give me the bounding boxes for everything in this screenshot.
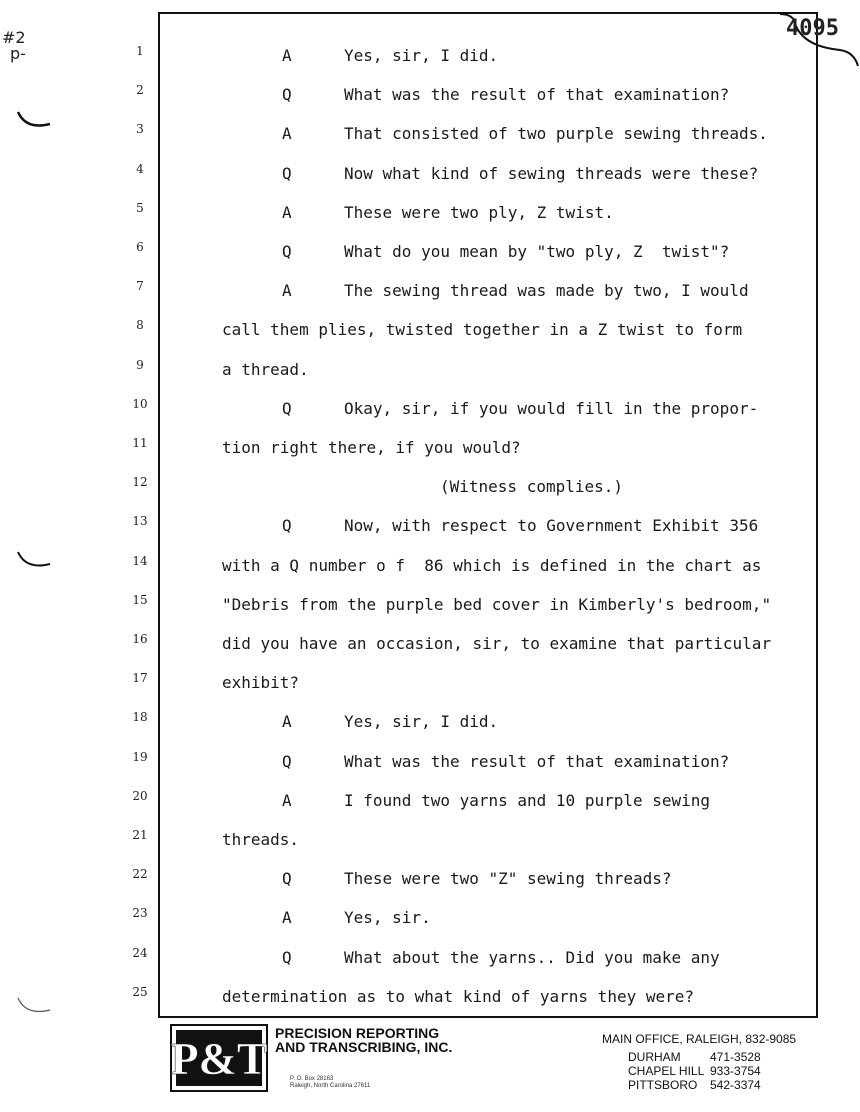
firm-name	[275, 1026, 452, 1054]
speaker-label: Q	[282, 163, 292, 183]
page-number: 4095	[786, 16, 839, 41]
line-number: 4	[136, 161, 144, 176]
line-text: call them plies, twisted together in a Z twist to form	[222, 320, 743, 340]
line-text: did you have an occasion, sir, to examine that particular	[222, 634, 772, 653]
line-number: 6	[136, 240, 144, 254]
line-text: What about the yarns.. Did you make any	[344, 947, 720, 967]
main-office: MAIN OFFICE, RALEIGH, 832-9085	[602, 1032, 797, 1046]
line-text: determination as to what kind of yarns they were?	[222, 986, 695, 1006]
line-text: Okay, sir, if you would fill in the propor-	[344, 398, 759, 418]
line-text: Yes, sir, I did.	[344, 46, 499, 65]
speaker-label: A	[282, 712, 292, 732]
firm-address-line-1: P. O. Box 28163	[290, 1076, 334, 1082]
line-number: 11	[132, 436, 148, 450]
line-number: 22	[132, 867, 148, 882]
speaker-label: A	[282, 124, 292, 144]
line-number: 20	[132, 788, 148, 803]
line-text: "Debris from the purple bed cover in Kimberly's bedroom,"	[222, 594, 772, 614]
line-number: 16	[132, 632, 148, 646]
line-number: 7	[136, 279, 144, 294]
line-text: threads.	[222, 830, 300, 849]
margin-note	[2, 30, 26, 62]
logo-letters: P&T	[170, 1033, 268, 1084]
line-text: These were two ply, Z twist.	[344, 202, 614, 222]
speaker-label: Q	[282, 85, 292, 105]
firm-name-line-2: AND TRANSCRIBING, INC.	[275, 1039, 453, 1055]
line-text: Yes, sir, I did.	[344, 712, 499, 732]
speaker-label: A	[282, 46, 292, 65]
speaker-label: A	[282, 790, 292, 810]
branch-office	[628, 1050, 761, 1064]
speaker-label: Q	[282, 242, 292, 261]
line-text: Yes, sir.	[344, 908, 431, 928]
speaker-label: A	[282, 908, 292, 928]
line-text: Now what kind of sewing threads were these?	[344, 163, 759, 183]
line-number: 21	[132, 828, 148, 842]
line-number: 15	[132, 592, 148, 607]
branch-name: CHAPEL HILL	[628, 1064, 705, 1078]
branch-phone: 542-3374	[710, 1078, 761, 1092]
line-text: The sewing thread was made by two, I would	[344, 281, 749, 301]
branch-phone: 471-3528	[710, 1050, 761, 1064]
speaker-label: Q	[282, 398, 292, 418]
speaker-label: Q	[282, 516, 292, 536]
line-text: exhibit?	[222, 673, 300, 693]
line-text: with a Q number o f 86 which is defined in the chart as	[222, 555, 762, 575]
branch-office	[628, 1078, 761, 1092]
line-text: What was the result of that examination?	[344, 751, 730, 771]
line-number: 14	[132, 553, 148, 568]
line-text: What do you mean by "two ply, Z twist"?	[344, 242, 730, 261]
line-text: Now, with respect to Government Exhibit 356	[344, 516, 759, 536]
speaker-label: Q	[282, 869, 292, 889]
speaker-label: Q	[282, 751, 292, 771]
line-number: 18	[132, 710, 148, 725]
margin-note-line-1: #2	[2, 28, 26, 47]
line-text: (Witness complies.)	[440, 477, 624, 497]
binder-mark	[12, 548, 52, 578]
line-number: 3	[136, 122, 144, 137]
line-text: a thread.	[222, 359, 309, 379]
line-text: What was the result of that examination?	[344, 85, 730, 105]
line-number: 17	[132, 671, 148, 686]
line-number: 8	[136, 318, 144, 333]
branch-office	[628, 1064, 761, 1078]
binder-mark	[12, 108, 52, 138]
firm-address-line-2: Raleigh, North Carolina 27611	[290, 1083, 371, 1089]
margin-note-line-2: p-	[10, 44, 26, 63]
line-text: tion right there, if you would?	[222, 438, 521, 457]
speaker-label: Q	[282, 947, 292, 967]
branch-name: DURHAM	[628, 1050, 681, 1064]
line-number: 10	[132, 396, 148, 411]
speaker-label: A	[282, 281, 292, 301]
page-frame-bottom	[158, 1016, 816, 1018]
line-number: 25	[132, 984, 148, 999]
speaker-label: A	[282, 202, 292, 222]
line-number: 1	[136, 44, 144, 58]
binder-mark	[12, 994, 52, 1024]
line-number: 23	[132, 906, 148, 921]
line-text: That consisted of two purple sewing threads.	[344, 124, 768, 144]
reporting-firm-logo	[170, 1024, 268, 1092]
line-number: 5	[136, 200, 144, 215]
branch-phone: 933-3754	[710, 1064, 761, 1078]
line-number: 19	[132, 749, 148, 764]
line-number: 2	[136, 83, 144, 98]
line-number: 24	[132, 945, 148, 960]
line-number: 13	[132, 514, 148, 529]
line-number: 12	[132, 475, 148, 490]
line-text: I found two yarns and 10 purple sewing	[344, 790, 711, 810]
branch-name: PITTSBORO	[628, 1078, 698, 1092]
firm-name-line-1: PRECISION REPORTING	[275, 1025, 440, 1041]
firm-address	[290, 1076, 370, 1090]
line-text: These were two "Z" sewing threads?	[344, 869, 672, 889]
line-number: 9	[136, 357, 144, 372]
